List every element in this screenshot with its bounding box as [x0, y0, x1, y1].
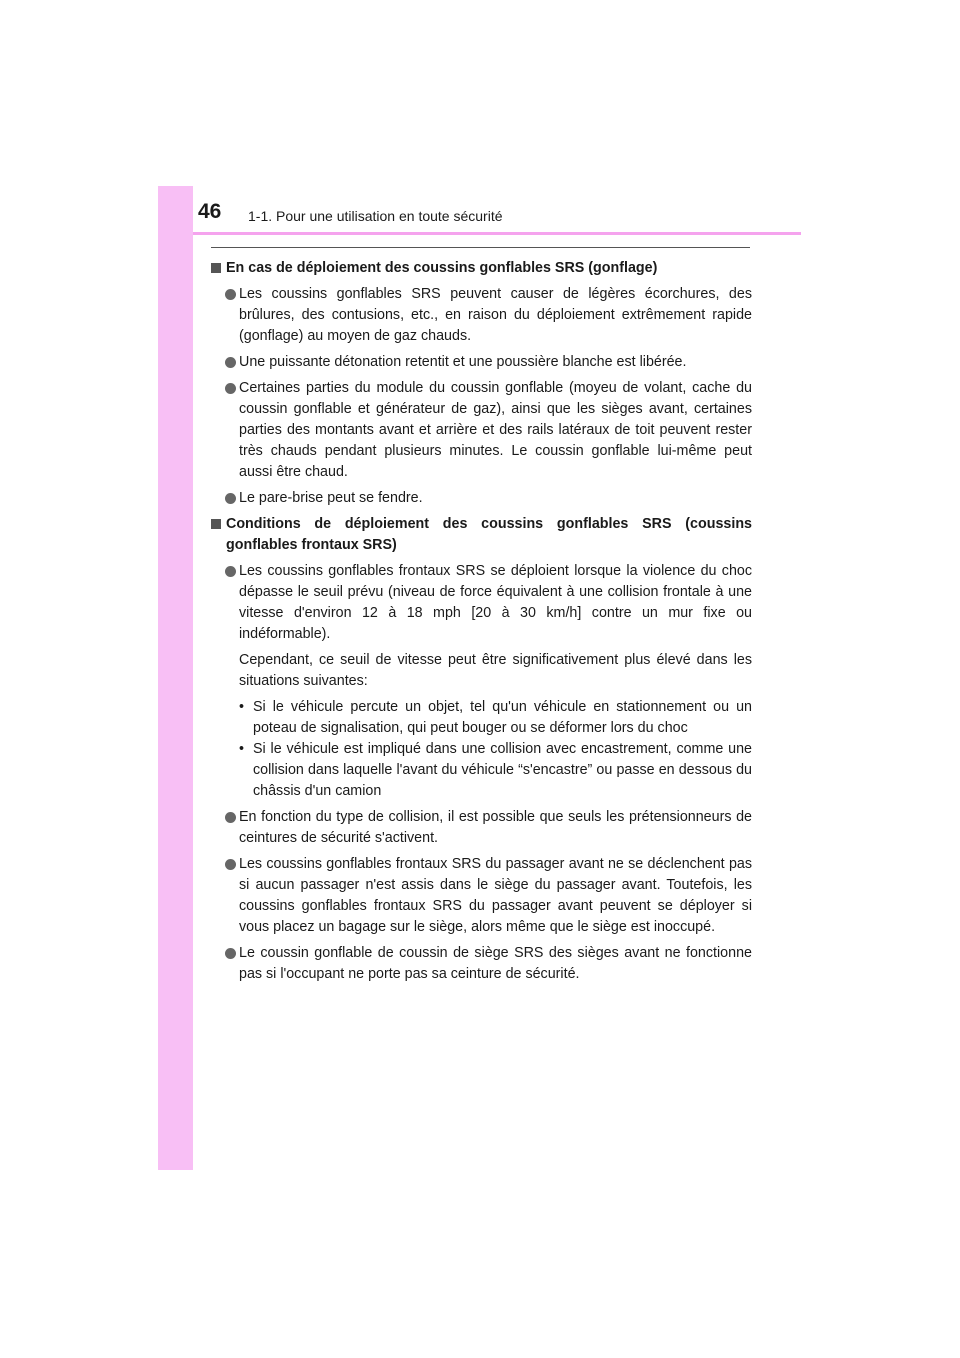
- round-bullet-icon: [225, 859, 236, 870]
- section-side-tab: [158, 186, 193, 1170]
- list-item: Les coussins gonflables SRS peuvent causer de légères écorchures, des brûlures, des contusions, etc., en raison du déploiement extrêmement rapide (gonflage) au moyen de gaz chauds.: [211, 284, 752, 347]
- list-item: Les coussins gonflables frontaux SRS du passager avant ne se déclenchent pas si aucun passager n'est assis dans le siège du passager avant. Toutefois, les coussins gonflables frontaux SRS du passager avant peuvent se déployer si vous placez un bagage sur le siège, alors même que le siège est inoccupé.: [211, 854, 752, 938]
- round-bullet-icon: [225, 357, 236, 368]
- square-bullet-icon: [211, 263, 221, 273]
- sub-list-item: • Si le véhicule est impliqué dans une collision avec encastrement, comme une collision dans laquelle l'avant du véhicule “s'encastre” ou passe en dessous du châssis d'un camion: [239, 741, 752, 799]
- list-item: Le pare-brise peut se fendre.: [211, 488, 752, 509]
- dot-marker: •: [239, 741, 245, 757]
- page-number: 46: [198, 200, 222, 223]
- round-bullet-icon: [225, 289, 236, 300]
- section-heading: Conditions de déploiement des coussins gonflables SRS (coussins gonflables frontaux SRS): [211, 514, 752, 556]
- chapter-title: 1-1. Pour une utilisation en toute sécurité: [248, 208, 503, 224]
- list-item: Les coussins gonflables frontaux SRS se déploient lorsque la violence du choc dépasse le seuil prévu (niveau de force équivalent à une collision frontale à une vitesse d'environ 12 à 18 mph [20 à 30 km/h] contre un mur fixe ou indéformable).: [211, 561, 752, 645]
- round-bullet-icon: [225, 812, 236, 823]
- page-content: [211, 258, 752, 990]
- round-bullet-icon: [225, 566, 236, 577]
- paragraph: Cependant, ce seuil de vitesse peut être significativement plus élevé dans les situations suivantes:: [239, 652, 752, 689]
- content-divider: [211, 247, 750, 248]
- list-item: Certaines parties du module du coussin gonflable (moyeu de volant, cache du coussin gonflable et générateur de gaz), ainsi que les sièges avant, certaines parties des montants avant et arrière et des rails latéraux de toit peuvent rester très chauds pendant plusieurs minutes. Le coussin gonflable lui-même peut aussi être chaud.: [211, 378, 752, 483]
- sub-list-item: • Si le véhicule percute un objet, tel qu'un véhicule en stationnement ou un poteau de signalisation, qui peut bouger ou se déformer lors du choc: [239, 699, 752, 736]
- section-heading: En cas de déploiement des coussins gonflables SRS (gonflage): [211, 258, 752, 279]
- list-item: Une puissante détonation retentit et une poussière blanche est libérée.: [211, 352, 752, 373]
- square-bullet-icon: [211, 519, 221, 529]
- list-item: En fonction du type de collision, il est possible que seuls les prétensionneurs de ceintures de sécurité s'activent.: [211, 807, 752, 849]
- list-item: Le coussin gonflable de coussin de siège SRS des sièges avant ne fonctionne pas si l'occupant ne porte pas sa ceinture de sécurité.: [211, 943, 752, 985]
- dot-marker: •: [239, 699, 245, 715]
- header-rule: [193, 232, 801, 235]
- round-bullet-icon: [225, 948, 236, 959]
- round-bullet-icon: [225, 383, 236, 394]
- round-bullet-icon: [225, 493, 236, 504]
